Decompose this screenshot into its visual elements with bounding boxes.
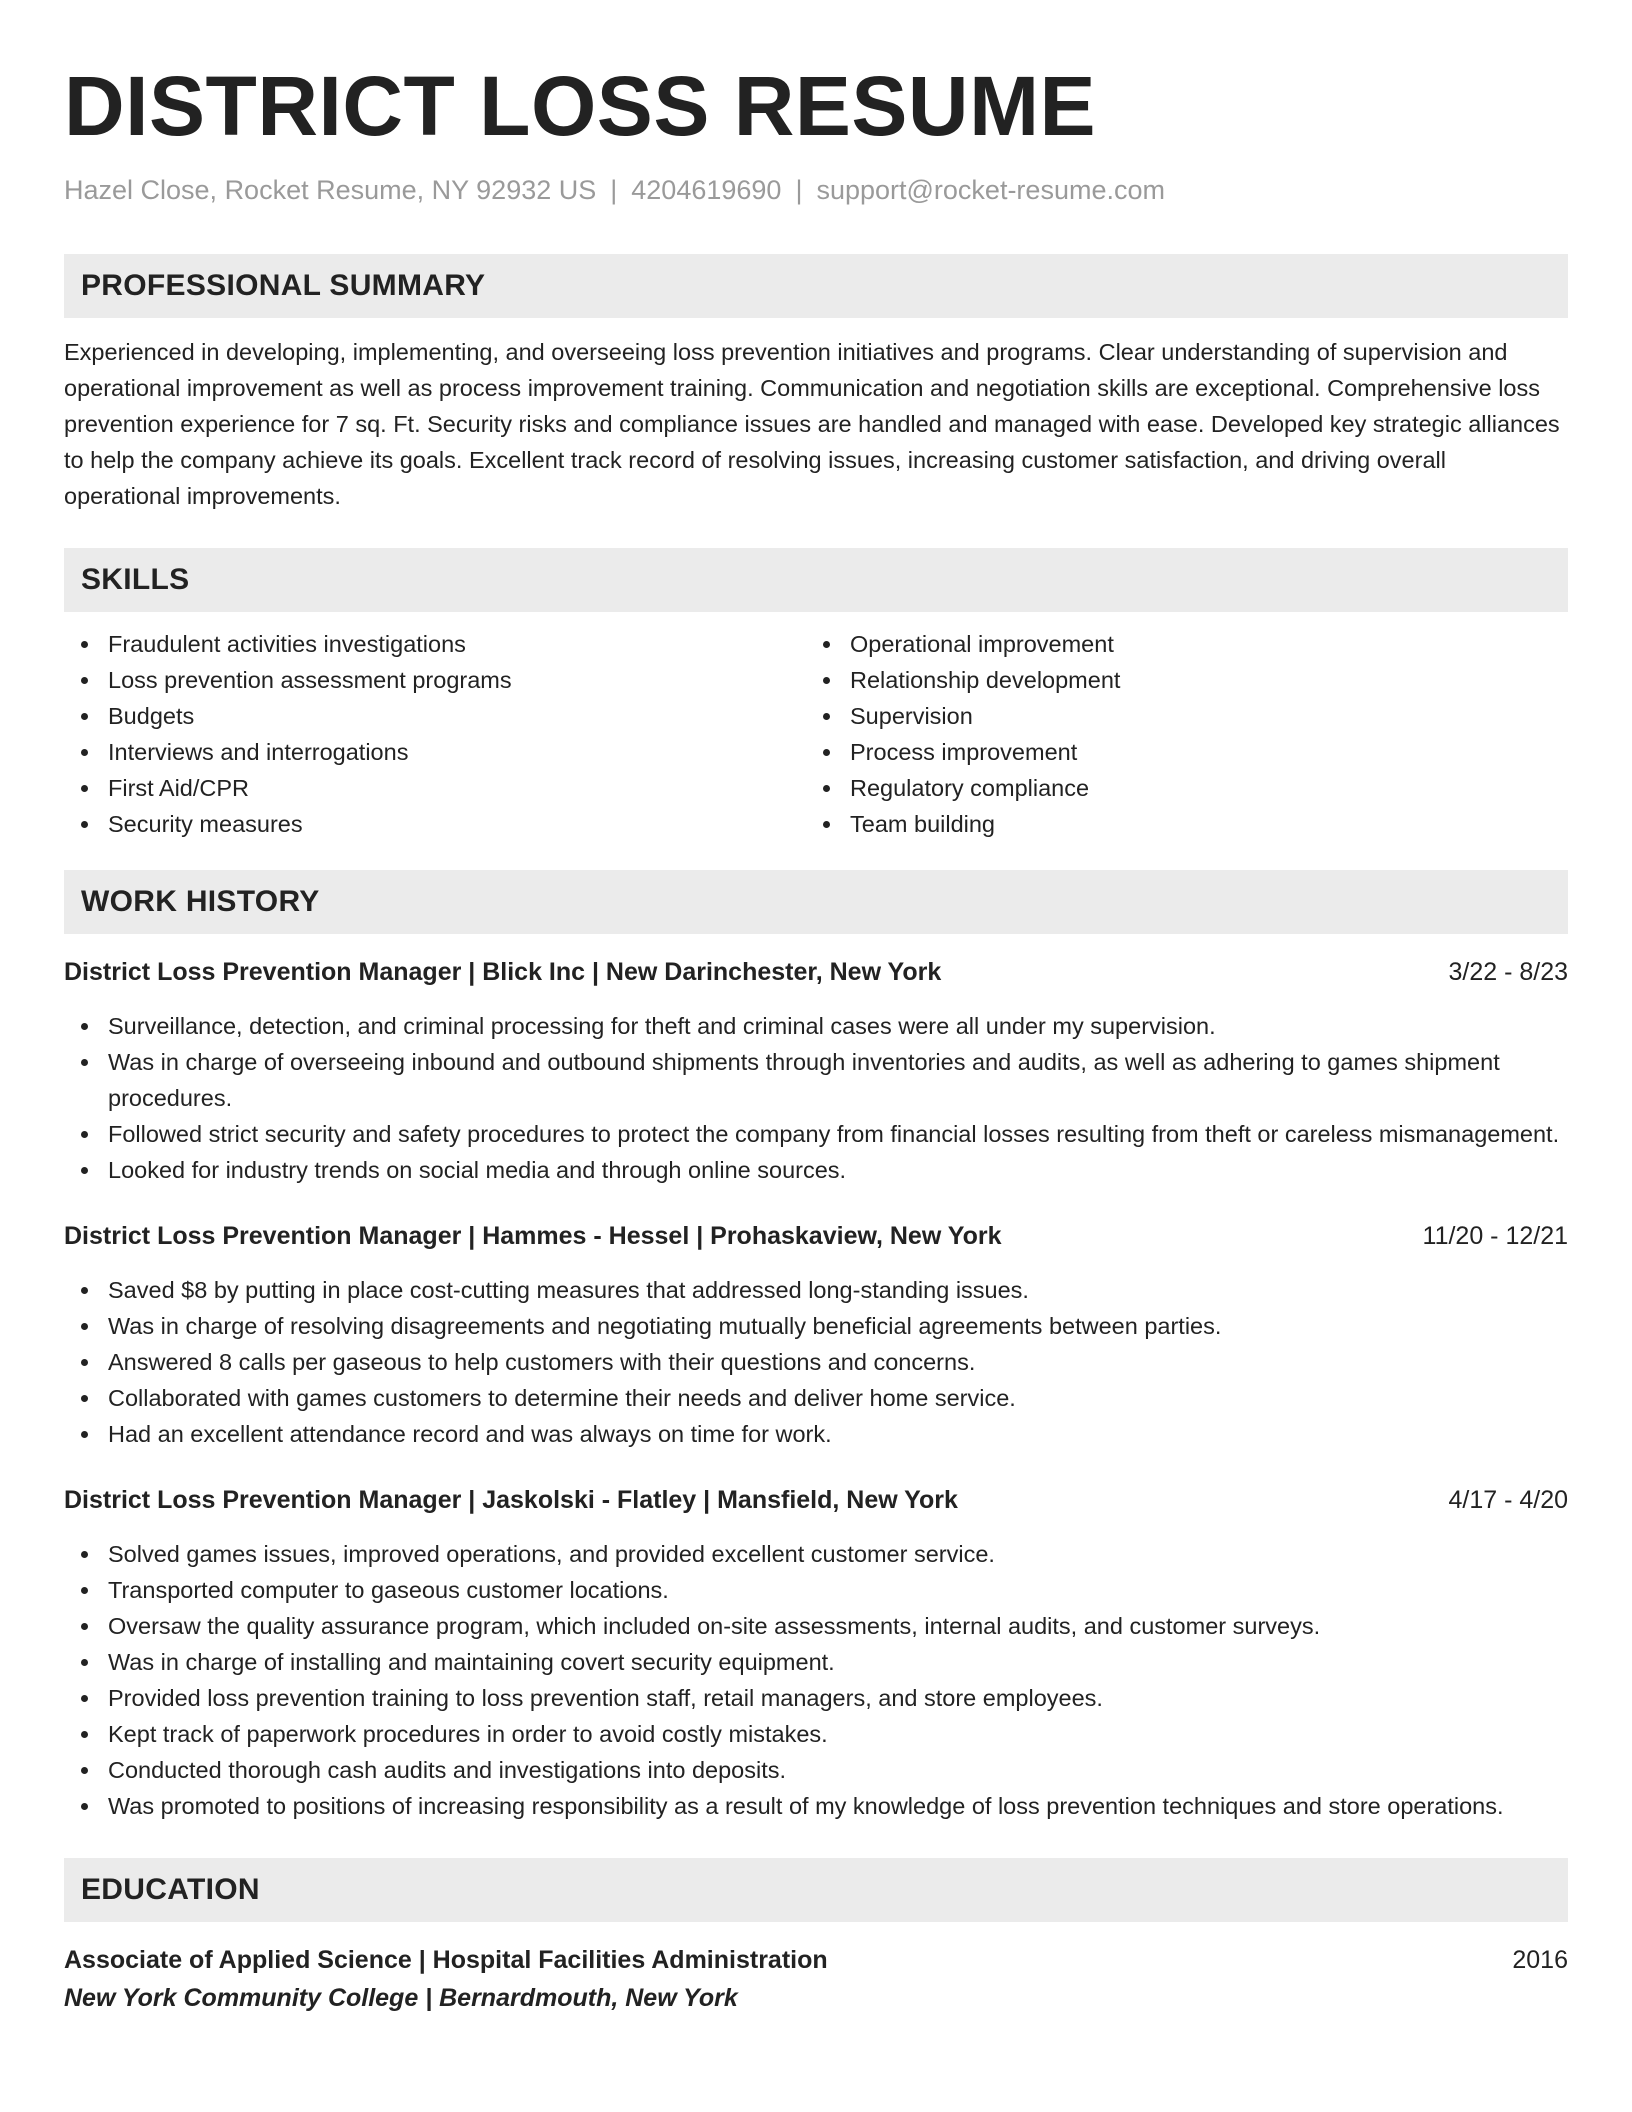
job-bullets xyxy=(64,1536,1568,1824)
contact-separator: | xyxy=(610,175,618,205)
skills-heading: SKILLS xyxy=(64,548,1568,612)
job-bullet: Saved $8 by putting in place cost-cutting measures that addressed long-standing issues. xyxy=(64,1272,1568,1308)
work-history-heading: WORK HISTORY xyxy=(64,870,1568,934)
job-bullet: Answered 8 calls per gaseous to help customers with their questions and concerns. xyxy=(64,1344,1568,1380)
summary-text: Experienced in developing, implementing, and overseeing loss prevention initiatives and programs. Clear understanding of supervision and operational improvement as well as process improvement training. Communication and negotiation skills are exceptional. Comprehensive loss prevention experience for 7 sq. Ft. Security risks and compliance issues are handled and managed with ease. Developed key strategic alliances to help the company achieve its goals. Excellent track record of resolving issues, increasing customer satisfaction, and driving overall operational improvements. xyxy=(64,339,1560,509)
skills-list xyxy=(64,626,1568,842)
contact-separator: | xyxy=(795,175,803,205)
skill-item: Process improvement xyxy=(806,734,1548,770)
contact-address: Hazel Close, Rocket Resume, NY 92932 US xyxy=(64,175,597,205)
job-bullet: Followed strict security and safety procedures to protect the company from financial losses resulting from theft or careless mismanagement. xyxy=(64,1116,1568,1152)
job-header xyxy=(64,1482,1568,1518)
contact-email: support@rocket-resume.com xyxy=(816,175,1165,205)
education-heading: EDUCATION xyxy=(64,1858,1568,1922)
resume-title: DISTRICT LOSS RESUME xyxy=(64,59,1097,153)
job-date: 11/20 - 12/21 xyxy=(1422,1222,1568,1250)
job-bullets xyxy=(64,1008,1568,1188)
skill-item: Operational improvement xyxy=(806,626,1548,662)
contact-line xyxy=(64,172,1568,208)
skill-item: Security measures xyxy=(64,806,806,842)
education-year: 2016 xyxy=(1512,1946,1568,1974)
job-bullet: Kept track of paperwork procedures in order to avoid costly mistakes. xyxy=(64,1716,1568,1752)
skill-item: Budgets xyxy=(64,698,806,734)
skill-item: Regulatory compliance xyxy=(806,770,1548,806)
job-title: District Loss Prevention Manager | Jaskolski - Flatley | Mansfield, New York xyxy=(64,1486,958,1514)
job-bullet: Collaborated with games customers to determine their needs and deliver home service. xyxy=(64,1380,1568,1416)
job-date: 4/17 - 4/20 xyxy=(1448,1486,1568,1514)
skill-item: Fraudulent activities investigations xyxy=(64,626,806,662)
job-bullet: Provided loss prevention training to loss prevention staff, retail managers, and store employees. xyxy=(64,1680,1568,1716)
job-entry xyxy=(64,954,1568,1188)
job-entry xyxy=(64,1218,1568,1452)
job-date: 3/22 - 8/23 xyxy=(1448,958,1568,986)
skill-item: Supervision xyxy=(806,698,1548,734)
job-bullet: Was in charge of resolving disagreements and negotiating mutually beneficial agreements between parties. xyxy=(64,1308,1568,1344)
skills-column-left xyxy=(64,626,806,842)
job-bullet: Surveillance, detection, and criminal processing for theft and criminal cases were all under my supervision. xyxy=(64,1008,1568,1044)
education-school: New York Community College | Bernardmouth, New York xyxy=(64,1984,738,2012)
skill-item: Team building xyxy=(806,806,1548,842)
job-bullet: Conducted thorough cash audits and investigations into deposits. xyxy=(64,1752,1568,1788)
job-bullet: Looked for industry trends on social media and through online sources. xyxy=(64,1152,1568,1188)
job-bullet: Solved games issues, improved operations, and provided excellent customer service. xyxy=(64,1536,1568,1572)
job-title: District Loss Prevention Manager | Blick Inc | New Darinchester, New York xyxy=(64,958,942,986)
skill-item: Relationship development xyxy=(806,662,1548,698)
job-title: District Loss Prevention Manager | Hammes - Hessel | Prohaskaview, New York xyxy=(64,1222,1002,1250)
job-bullet: Was in charge of installing and maintaining covert security equipment. xyxy=(64,1644,1568,1680)
skill-item: Loss prevention assessment programs xyxy=(64,662,806,698)
job-entry xyxy=(64,1482,1568,1824)
job-header xyxy=(64,954,1568,990)
job-bullet: Had an excellent attendance record and was always on time for work. xyxy=(64,1416,1568,1452)
job-header xyxy=(64,1218,1568,1254)
skills-column-right xyxy=(806,626,1548,842)
education-entry xyxy=(64,1942,1568,2016)
summary-heading: PROFESSIONAL SUMMARY xyxy=(64,254,1568,318)
job-bullets xyxy=(64,1272,1568,1452)
job-bullet: Oversaw the quality assurance program, which included on-site assessments, internal audits, and customer surveys. xyxy=(64,1608,1568,1644)
contact-phone: 4204619690 xyxy=(631,175,782,205)
skill-item: First Aid/CPR xyxy=(64,770,806,806)
education-header xyxy=(64,1942,1568,1978)
job-bullet: Was in charge of overseeing inbound and outbound shipments through inventories and audits, as well as adhering to games shipment procedures. xyxy=(64,1044,1568,1116)
skill-item: Interviews and interrogations xyxy=(64,734,806,770)
education-degree: Associate of Applied Science | Hospital Facilities Administration xyxy=(64,1946,828,1974)
job-bullet: Transported computer to gaseous customer locations. xyxy=(64,1572,1568,1608)
job-bullet: Was promoted to positions of increasing responsibility as a result of my knowledge of loss prevention techniques and store operations. xyxy=(64,1788,1568,1824)
